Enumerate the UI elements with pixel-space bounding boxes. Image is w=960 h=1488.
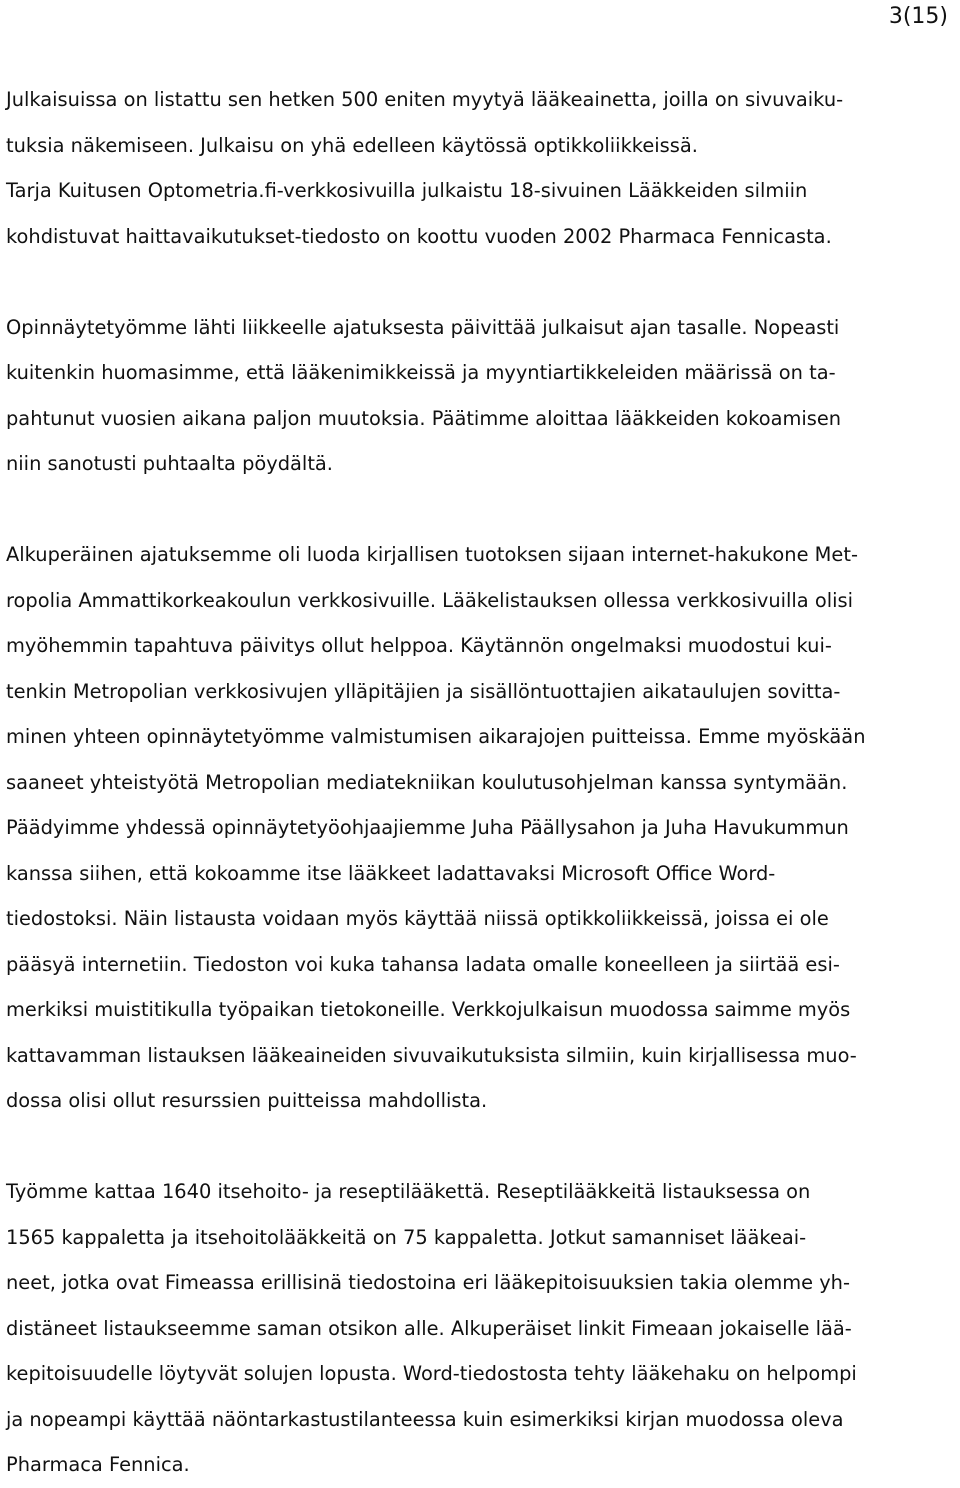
text-line: ropolia Ammattikorkeakoulun verkkosivuille. Lääkelistauksen ollessa verkkosivuilla olisi: [6, 588, 853, 612]
page-number: 3(15): [888, 4, 948, 29]
document-body: [6, 77, 956, 1488]
text-line: tiedostoksi. Näin listausta voidaan myös käyttää niissä optikkoliikkeissä, joissa ei ole: [6, 907, 829, 930]
text-line: minen yhteen opinnäytetyömme valmistumisen aikarajojen puitteissa. Emme myöskään: [6, 725, 866, 748]
text-line: pahtunut vuosien aikana paljon muutoksia. Päätimme aloittaa lääkkeiden kokoamisen: [6, 406, 842, 430]
text-line: myöhemmin tapahtuva päivitys ollut helppoa. Käytännön ongelmaksi muodostui kui-: [6, 634, 832, 657]
text-line: merkiksi muistitikulla työpaikan tietokoneille. Verkkojulkaisun muodossa saimme myös: [6, 998, 851, 1021]
text-line: kepitoisuudelle löytyvät solujen lopusta. Word-tiedostosta tehty lääkehaku on helpompi: [6, 1362, 857, 1385]
text-line: tenkin Metropolian verkkosivujen ylläpitäjien ja sisällöntuottajien aikataulujen sovitta-: [6, 679, 841, 703]
text-line: Opinnäytetyömme lähti liikkeelle ajatuksesta päivittää julkaisut ajan tasalle. Nopeasti: [6, 315, 840, 339]
paragraph-3: [6, 532, 956, 1124]
text-line: neet, jotka ovat Fimeassa erillisinä tiedostoina eri lääkepitoisuuksien takia olemme yh-: [6, 1271, 850, 1294]
text-line: tuksia näkemiseen. Julkaisu on yhä edelleen käytössä optikkoliikkeissä.: [6, 133, 698, 157]
paragraph-4: [6, 1169, 956, 1488]
paragraph-2: [6, 305, 956, 487]
text-line: dossa olisi ollut resurssien puitteissa mahdollista.: [6, 1089, 488, 1112]
text-line: kohdistuvat haittavaikutukset-tiedosto on koottu vuoden 2002 Pharmaca Fennicasta.: [6, 224, 832, 248]
text-line: kuitenkin huomasimme, että lääkenimikkeissä ja myyntiartikkeleiden määrissä on ta-: [6, 361, 836, 384]
text-line: 1565 kappaletta ja itsehoitolääkkeitä on 75 kappaletta. Jotkut samanniset lääkeai-: [6, 1225, 807, 1249]
text-line: Työmme kattaa 1640 itsehoito- ja reseptilääkettä. Reseptilääkkeitä listauksessa on: [6, 1180, 811, 1203]
paragraph-spacer: [6, 259, 956, 305]
paragraph-spacer: [6, 1124, 956, 1170]
text-line: kanssa siihen, että kokoamme itse lääkkeet ladattavaksi Microsoft Office Word-: [6, 861, 776, 885]
text-line: Päädyimme yhdessä opinnäytetyöohjaajiemme Juha Päällysahon ja Juha Havukummun: [6, 816, 849, 839]
paragraph-1: [6, 77, 956, 259]
text-line: Tarja Kuitusen Optometria.fi-verkkosivuilla julkaistu 18-sivuinen Lääkkeiden silmiin: [6, 179, 808, 202]
paragraph-spacer: [6, 487, 956, 533]
text-line: saaneet yhteistyötä Metropolian mediatekniikan koulutusohjelman kanssa syntymään.: [6, 770, 848, 794]
text-line: Pharmaca Fennica.: [6, 1453, 190, 1476]
text-line: ja nopeampi käyttää näöntarkastustilanteessa kuin esimerkiksi kirjan muodossa oleva: [6, 1407, 844, 1431]
text-line: Julkaisuissa on listattu sen hetken 500 eniten myytyä lääkeainetta, joilla on sivuvaiku-: [6, 88, 844, 111]
text-line: kattavamman listauksen lääkeaineiden sivuvaikutuksista silmiin, kuin kirjallisessa muo-: [6, 1043, 857, 1067]
text-line: niin sanotusti puhtaalta pöydältä.: [6, 452, 333, 475]
text-line: pääsyä internetiin. Tiedoston voi kuka tahansa ladata omalle koneelleen ja siirtää esi-: [6, 952, 840, 976]
text-line: distäneet listaukseemme saman otsikon alle. Alkuperäiset linkit Fimeaan jokaiselle lää-: [6, 1316, 852, 1340]
text-line: Alkuperäinen ajatuksemme oli luoda kirjallisen tuotoksen sijaan internet-hakukone Met-: [6, 543, 858, 566]
